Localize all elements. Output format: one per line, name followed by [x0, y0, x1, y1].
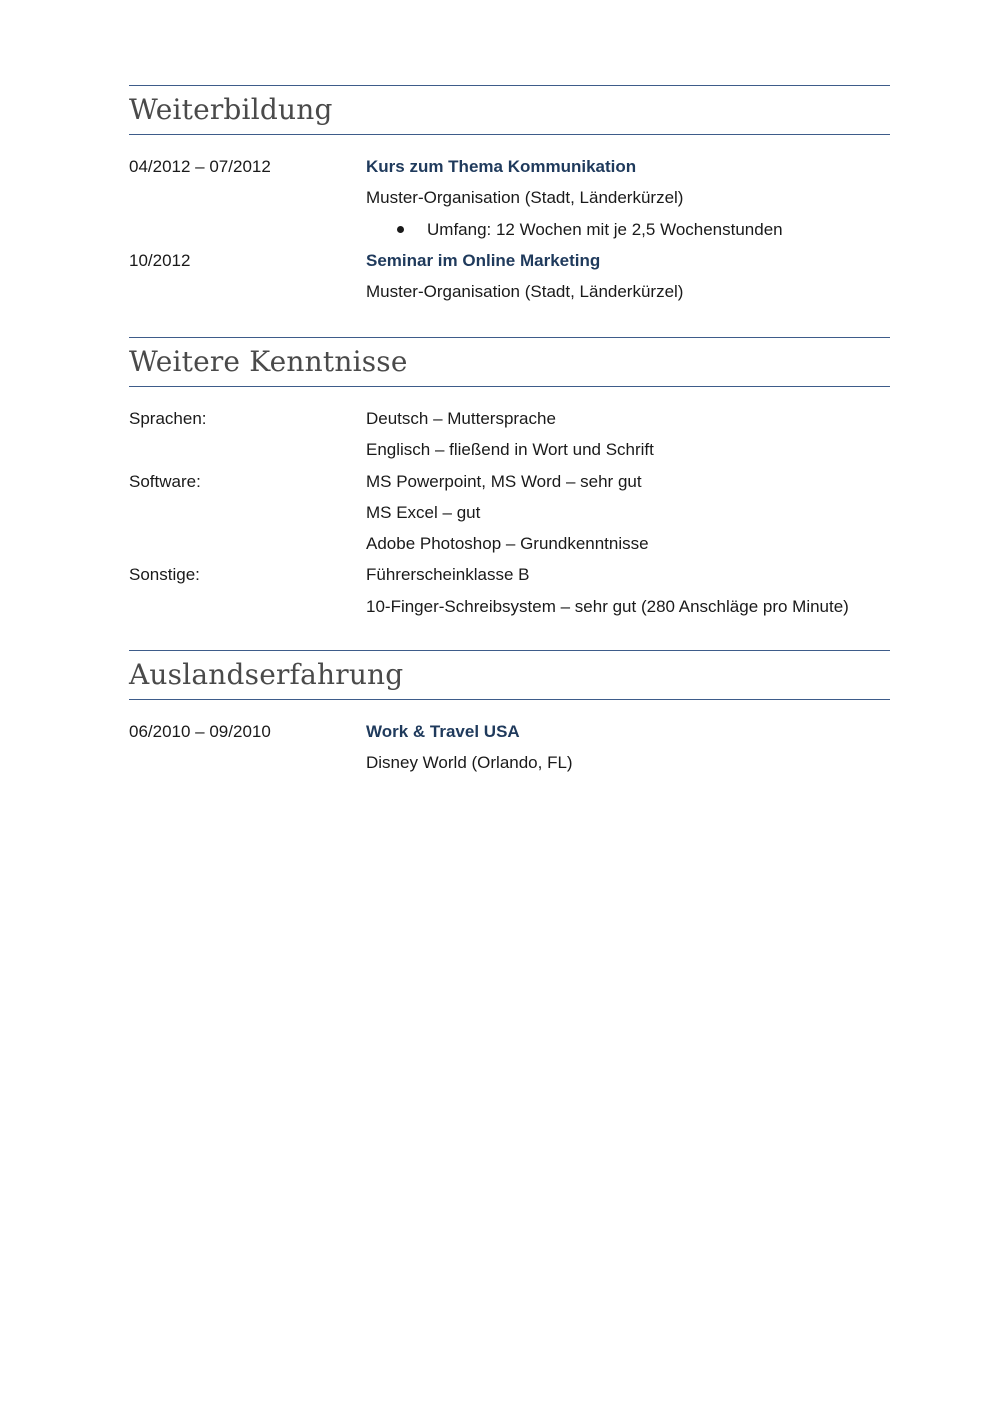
entry-organisation: Disney World (Orlando, FL)	[366, 753, 573, 773]
entry-row	[129, 466, 890, 497]
entry-date: 04/2012 – 07/2012	[129, 157, 271, 176]
skill-item: Englisch – fließend in Wort und Schrift	[366, 440, 654, 460]
bullet-text: Umfang: 12 Wochen mit je 2,5 Wochenstunden	[427, 219, 783, 239]
entry-organisation: Muster-Organisation (Stadt, Länderkürzel)	[366, 282, 684, 302]
entry-row	[129, 497, 890, 528]
entry-row	[129, 151, 890, 182]
section-weitere-kenntnisse	[129, 337, 890, 622]
section-title: Weitere Kenntnisse	[129, 345, 408, 378]
skill-category: Software:	[129, 471, 201, 491]
entry-date: 06/2010 – 09/2010	[129, 722, 271, 741]
entry-row	[129, 747, 890, 778]
entry-row	[129, 434, 890, 465]
skill-item: Führerscheinklasse B	[366, 565, 530, 585]
section-weiterbildung	[129, 85, 890, 307]
section-entries	[129, 135, 890, 307]
section-title: Weiterbildung	[129, 93, 333, 126]
section-entries	[129, 700, 890, 779]
entry-row	[129, 591, 890, 622]
section-title: Auslandserfahrung	[129, 658, 404, 691]
entry-title: Kurs zum Thema Kommunikation	[366, 157, 637, 176]
skill-item: Adobe Photoshop – Grundkenntnisse	[366, 534, 649, 554]
entry-row	[129, 276, 890, 307]
entry-row	[129, 559, 890, 590]
section-entries	[129, 387, 890, 622]
section-auslandserfahrung	[129, 650, 890, 779]
entry-title: Work & Travel USA	[366, 722, 520, 741]
entry-row	[129, 403, 890, 434]
entry-row	[129, 528, 890, 559]
skill-category: Sonstige:	[129, 565, 200, 585]
bullet-icon	[397, 226, 404, 233]
skill-item: Deutsch – Muttersprache	[366, 409, 556, 428]
skill-item: MS Powerpoint, MS Word – sehr gut	[366, 471, 642, 491]
entry-row	[129, 214, 890, 245]
skill-category: Sprachen:	[129, 409, 207, 428]
entry-row	[129, 182, 890, 213]
entry-row	[129, 245, 890, 276]
skill-item: 10-Finger-Schreibsystem – sehr gut (280 Anschläge pro Minute)	[366, 596, 849, 616]
entry-organisation: Muster-Organisation (Stadt, Länderkürzel)	[366, 188, 684, 208]
skill-item: MS Excel – gut	[366, 502, 481, 522]
entry-row	[129, 716, 890, 747]
entry-title: Seminar im Online Marketing	[366, 250, 601, 270]
entry-date: 10/2012	[129, 250, 191, 270]
